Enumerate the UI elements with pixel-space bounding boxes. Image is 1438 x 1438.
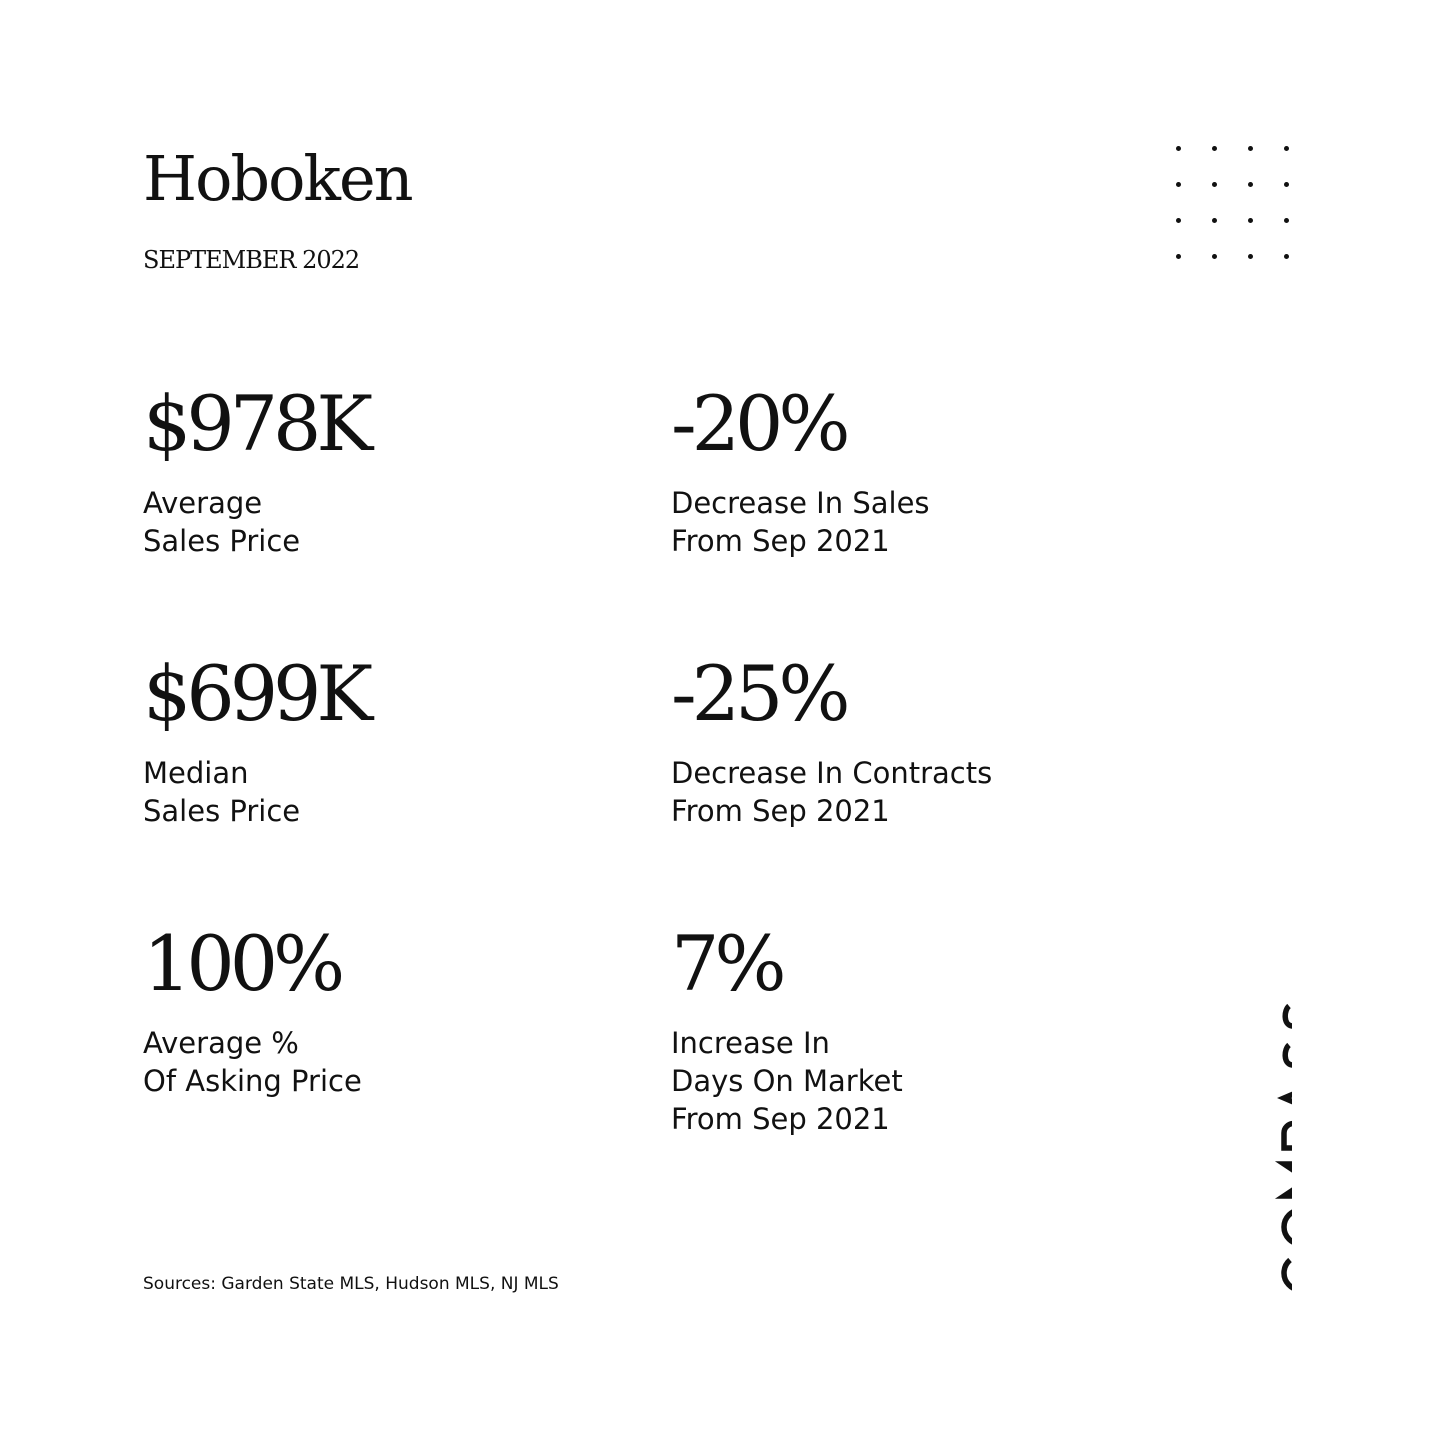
dot — [1284, 146, 1289, 151]
stat-label-line: Of Asking Price — [143, 1064, 362, 1098]
stat-label — [143, 754, 368, 830]
stat-value: $699K — [143, 649, 369, 738]
stat-label — [143, 484, 368, 560]
dot — [1248, 254, 1253, 259]
stat-label-line: Increase In — [671, 1026, 830, 1060]
stat-label — [671, 484, 930, 560]
dot — [1176, 146, 1181, 151]
stat-label-line: Median — [143, 756, 249, 790]
stat-value: -20% — [671, 379, 846, 468]
dot — [1248, 218, 1253, 223]
dot — [1284, 254, 1289, 259]
stat-label-line: Days On Market — [671, 1064, 903, 1098]
stat-sales-change — [671, 379, 930, 560]
stat-label — [671, 754, 992, 830]
stat-median-sales-price — [143, 649, 369, 830]
dot — [1212, 254, 1217, 259]
dot — [1212, 218, 1217, 223]
stat-label-line: From Sep 2021 — [671, 794, 890, 828]
stat-label-line: Average — [143, 486, 263, 520]
compass-logo — [1240, 950, 1292, 1295]
dot — [1248, 182, 1253, 187]
stat-label-line: Decrease In Sales — [671, 486, 930, 520]
stat-label-line: Decrease In Contracts — [671, 756, 993, 790]
page-title: Hoboken — [143, 142, 412, 215]
dot — [1284, 182, 1289, 187]
stat-value: 7% — [671, 919, 782, 1008]
stat-label-line: From Sep 2021 — [671, 1102, 890, 1136]
stat-label — [143, 1024, 362, 1100]
stat-label — [671, 1024, 903, 1138]
dot — [1248, 146, 1253, 151]
sources-note: Sources: Garden State MLS, Hudson MLS, NJ MLS — [143, 1274, 559, 1294]
dot — [1284, 218, 1289, 223]
dot — [1176, 182, 1181, 187]
report-date: SEPTEMBER 2022 — [143, 246, 360, 274]
dot — [1176, 218, 1181, 223]
stat-average-sales-price — [143, 379, 369, 560]
stat-label-line: Average % — [143, 1026, 299, 1060]
dot — [1212, 146, 1217, 151]
stat-value: 100% — [143, 919, 341, 1008]
stat-contracts-change — [671, 649, 993, 830]
stat-label-line: From Sep 2021 — [671, 524, 890, 558]
stat-percent-of-asking — [143, 919, 362, 1100]
stat-value: $978K — [143, 379, 369, 468]
stat-label-line: Sales Price — [143, 794, 301, 828]
dot — [1176, 254, 1181, 259]
dot-grid-icon — [1176, 146, 1296, 264]
stat-value: -25% — [671, 649, 846, 738]
stat-days-on-market-change — [671, 919, 903, 1138]
stat-label-line: Sales Price — [143, 524, 301, 558]
dot — [1212, 182, 1217, 187]
